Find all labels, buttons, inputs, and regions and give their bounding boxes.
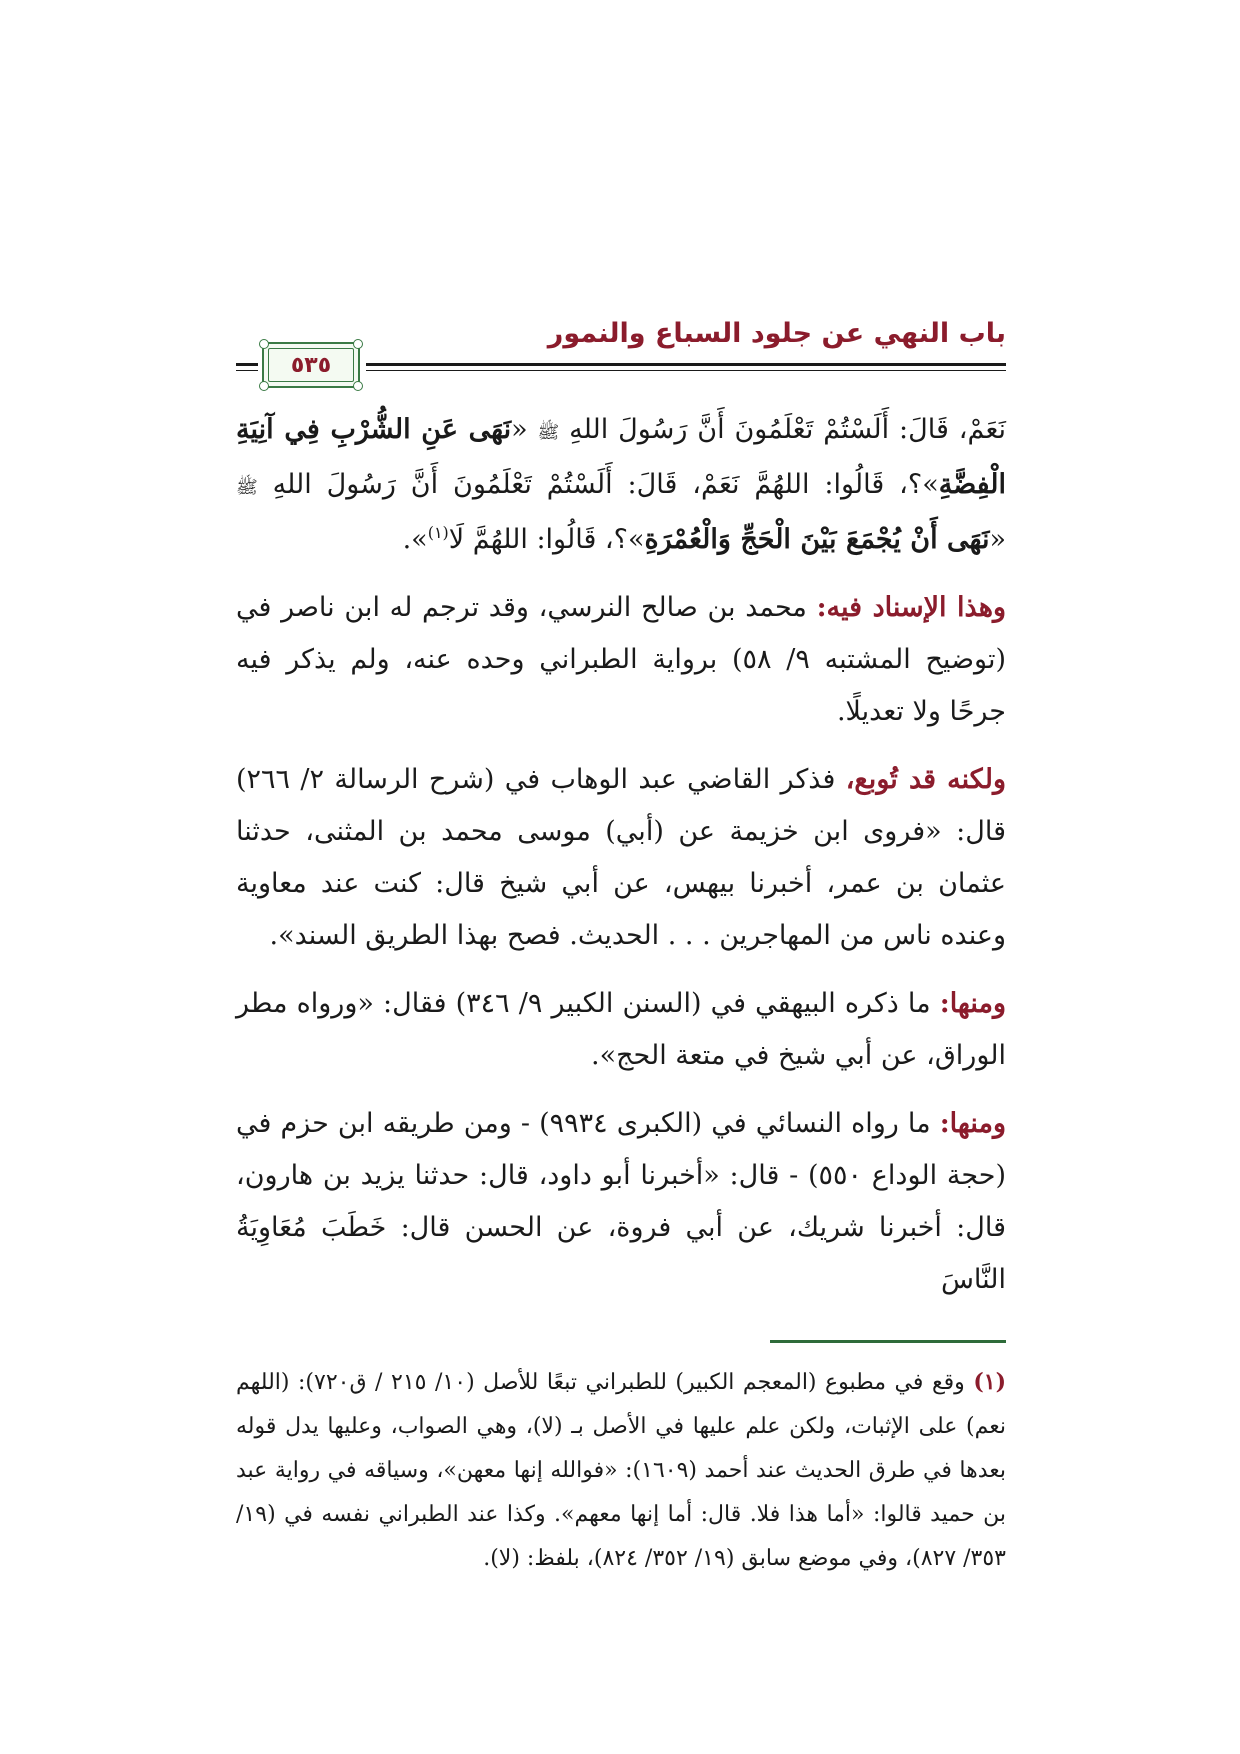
footnote-separator bbox=[770, 1340, 1006, 1343]
page-number: ٥٣٥ bbox=[290, 353, 332, 378]
paragraph-2 bbox=[236, 582, 1006, 738]
text-run: « bbox=[511, 414, 538, 445]
text-run: »؟، قَالُوا: اللهُمَّ لَا bbox=[448, 524, 645, 555]
page-number-badge bbox=[262, 342, 360, 388]
paragraph-1 bbox=[236, 404, 1006, 566]
ornament-corner-icon bbox=[259, 381, 269, 391]
footnote-ref[interactable]: (١) bbox=[427, 523, 449, 542]
page-header bbox=[236, 318, 1006, 388]
main-text bbox=[236, 404, 1006, 1322]
paragraph-text: محمد بن صالح النرسي، وقد ترجم له ابن ناصر في (توضيح المشتبه ٩/ ٥٨) برواية الطبراني وحده عنه، ولم يذكر فيه جرحًا ولا تعديلًا. bbox=[236, 592, 1006, 727]
sallallah-glyph: ﷺ bbox=[537, 422, 560, 443]
sallallah-glyph: ﷺ bbox=[236, 477, 258, 498]
paragraph-3 bbox=[236, 754, 1006, 962]
keyword-lead: ومنها: bbox=[939, 988, 1007, 1019]
keyword-lead: وهذا الإسناد فيه: bbox=[816, 592, 1006, 623]
footnote-mark: (١) bbox=[973, 1369, 1007, 1395]
ornament-corner-icon bbox=[259, 339, 269, 349]
header-rule-left bbox=[236, 363, 258, 371]
hadith-quote: نَهَى عَنِ الشُّرْبِ فِي آنِيَةِ الْفِضَّةِ bbox=[236, 414, 1006, 500]
ornament-corner-icon bbox=[353, 339, 363, 349]
footnote-1 bbox=[236, 1360, 1006, 1581]
paragraph-text: ما رواه النسائي في (الكبرى ٩٩٣٤) - ومن طريقه ابن حزم في (حجة الوداع ٥٥٠) - قال: «أخبرنا أبو داود، قال: حدثنا يزيد بن هارون، قال: أخبرنا شريك، عن أبي فروة، عن الحسن قال: خَطَبَ مُعَاوِيَةُ النَّاسَ bbox=[236, 1108, 1006, 1295]
paragraph-4 bbox=[236, 978, 1006, 1082]
text-run: ». bbox=[402, 524, 428, 555]
paragraph-text: فذكر القاضي عبد الوهاب في (شرح الرسالة ٢/ ٢٦٦) قال: «فروى ابن خزيمة عن (أبي) موسى محمد بن المثنى، حدثنا عثمان بن عمر، أخبرنا بيهس، عن أبي شيخ قال: كنت عند معاوية وعنده ناس من المهاجرين . . . الحديث. فصح بهذا الطريق السند». bbox=[236, 764, 1006, 951]
text-run: نَعَمْ، قَالَ: أَلَسْتُمْ تَعْلَمُونَ أَنَّ رَسُولَ اللهِ bbox=[559, 414, 1006, 445]
keyword-lead: ومنها: bbox=[939, 1108, 1006, 1139]
hadith-quote: نَهَى أَنْ يُجْمَعَ بَيْنَ الْحَجِّ وَالْعُمْرَةِ bbox=[644, 524, 990, 555]
ornament-corner-icon bbox=[353, 381, 363, 391]
keyword-lead: ولكنه قد تُوبع، bbox=[845, 764, 1006, 795]
header-rule bbox=[366, 363, 1006, 371]
paragraph-text: ما ذكره البيهقي في (السنن الكبير ٩/ ٣٤٦) فقال: «ورواه مطر الوراق، عن أبي شيخ في متعة الحج». bbox=[236, 988, 1006, 1071]
text-run: « bbox=[989, 524, 1006, 555]
paragraph-5 bbox=[236, 1098, 1006, 1306]
running-title: باب النهي عن جلود السباع والنمور bbox=[547, 318, 1006, 349]
footnote-text: وقع في مطبوع (المعجم الكبير) للطبراني تبعًا للأصل (١٠/ ٢١٥ / ق٧٢٠): (اللهم نعم) على الإثبات، ولكن علم عليها في الأصل بـ (لا)، وهي الصواب، وعليها يدل قوله بعدها في طرق الحديث عند أحمد (١٦٠٩): «فوالله إنها معهن»، وسياقه في رواية عبد بن حميد قالوا: «أما هذا فلا. قال: أما إنها معهم». وكذا عند الطبراني نفسه في (١٩/ ٣٥٣/ ٨٢٧)، وفي موضع سابق (١٩/ ٣٥٢/ ٨٢٤)، بلفظ: (لا). bbox=[236, 1370, 1007, 1571]
text-run: »؟، قَالُوا: اللهُمَّ نَعَمْ، قَالَ: أَلَسْتُمْ تَعْلَمُونَ أَنَّ رَسُولَ اللهِ bbox=[257, 469, 939, 500]
